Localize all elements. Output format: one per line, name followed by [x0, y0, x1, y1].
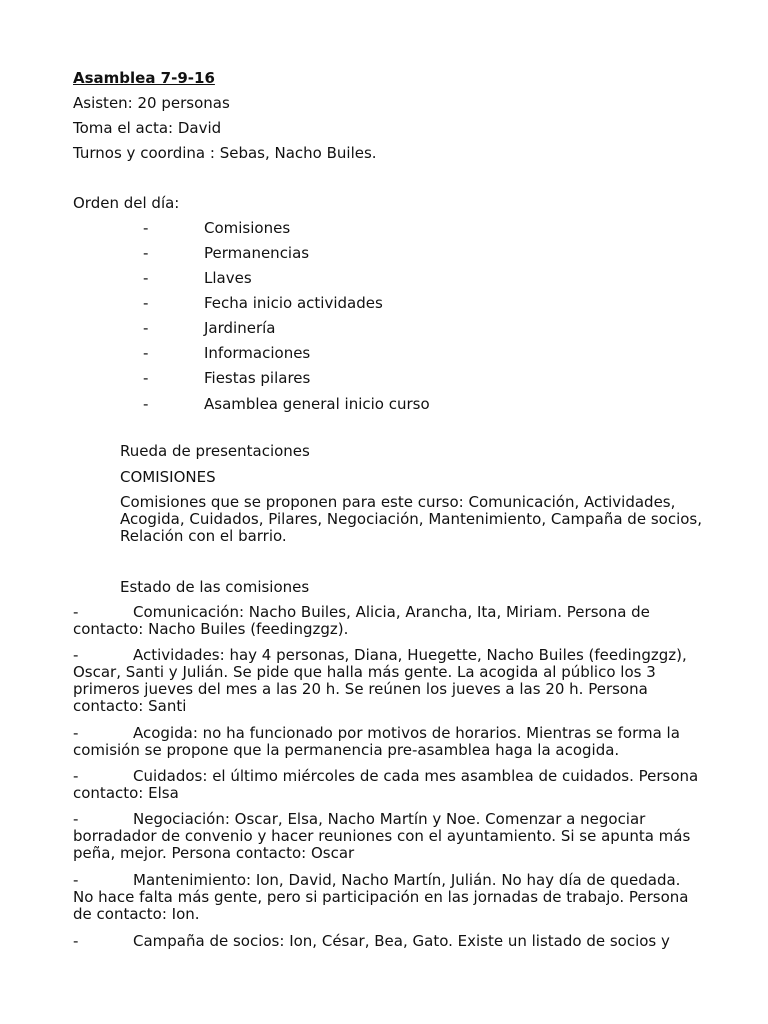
estado-item-mantenimiento: - Mantenimiento: Ion, David, Nacho Martín, Julián. No hay día de quedada. No hace falta más gente, pero si participación en las jornadas de trabajo. Persona de contacto: Ion. — [73, 871, 689, 923]
agenda-item: - Llaves — [143, 269, 252, 287]
estado-item-campana-socios: - Campaña de socios: Ion, César, Bea, Gato. Existe un listado de socios y — [73, 932, 670, 950]
estado-item-actividades: - Actividades: hay 4 personas, Diana, Huegette, Nacho Builes (feedingzgz), Oscar, Santi y Julián. Se pide que halla más gente. La acogida al público los 3 primeros jueves del mes a las 20 h. Se reúnen los jueves a las 20 h. Persona contacto: Santi — [73, 646, 687, 715]
comisiones-heading: COMISIONES — [120, 468, 216, 486]
rueda-heading: Rueda de presentaciones — [120, 442, 310, 460]
estado-item-negociacion: - Negociación: Oscar, Elsa, Nacho Martín y Noe. Comenzar a negociar borradador de convenio y hacer reuniones con el ayuntamiento. Si se apunta más peña, mejor. Persona contacto: Oscar — [73, 810, 691, 862]
agenda-item: - Fecha inicio actividades — [143, 294, 383, 312]
turnos-line: Turnos y coordina : Sebas, Nacho Builes. — [73, 144, 377, 162]
estado-heading: Estado de las comisiones — [120, 578, 310, 596]
page-title: Asamblea 7-9-16 — [73, 69, 215, 87]
agenda-item: - Asamblea general inicio curso — [143, 395, 430, 413]
asisten-line: Asisten: 20 personas — [73, 94, 230, 112]
agenda-item: - Permanencias — [143, 244, 310, 262]
estado-item-cuidados: - Cuidados: el último miércoles de cada mes asamblea de cuidados. Persona contacto: Elsa — [73, 767, 699, 802]
acta-line: Toma el acta: David — [73, 119, 222, 137]
agenda-item: - Informaciones — [143, 344, 311, 362]
estado-item-acogida: - Acogida: no ha funcionado por motivos de horarios. Mientras se forma la comisión se propone que la permanencia pre-asamblea haga la acogida. — [73, 724, 680, 759]
estado-item-comunicacion: - Comunicación: Nacho Builes, Alicia, Arancha, Ita, Miriam. Persona de contacto: Nacho Builes (feedingzgz). — [73, 603, 650, 638]
agenda-item: - Comisiones — [143, 219, 291, 237]
orden-heading: Orden del día: — [73, 194, 180, 212]
agenda-item: - Fiestas pilares — [143, 369, 311, 387]
comisiones-propuestas: Comisiones que se proponen para este curso: Comunicación, Actividades, Acogida, Cuidados, Pilares, Negociación, Mantenimiento, Campaña de socios, Relación con el barrio. — [120, 493, 702, 545]
agenda-item: - Jardinería — [143, 319, 276, 337]
